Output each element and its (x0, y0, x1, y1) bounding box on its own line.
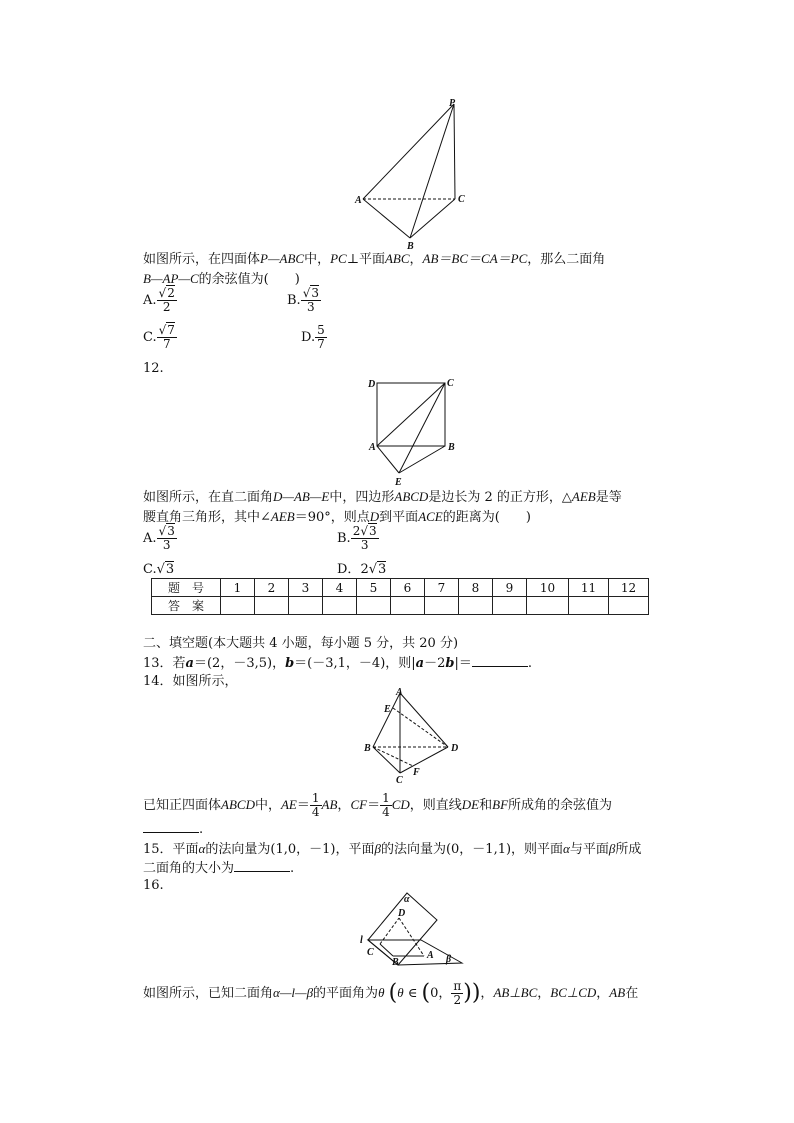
q11-option-c[interactable]: C. $\frac{√7}{7}$ (143, 323, 175, 351)
q-number-cell: 1 (221, 579, 255, 597)
q14-answer-line: . (143, 820, 203, 838)
label-F: F (413, 767, 420, 778)
q11-option-a[interactable]: A. $\frac{√2}{2}$ (143, 286, 175, 314)
q-number-cell: 7 (425, 579, 459, 597)
q-number-cell: 10 (527, 579, 569, 597)
label-C: C (396, 775, 403, 786)
q15-stem-line2: 二面角的大小为 . (143, 861, 295, 876)
label-D: D (398, 908, 406, 919)
label-D: D (368, 379, 376, 390)
label-B: B (448, 442, 455, 453)
q-number-cell: 12 (609, 579, 649, 597)
label-C: C (447, 378, 454, 389)
label-E: E (395, 477, 402, 488)
label-A: A (369, 442, 376, 453)
q11-stem-line1: 如图所示，在四面体P—ABC中，PC⊥平面ABC，AB＝BC＝CA＝PC，那么二面角 (143, 251, 606, 267)
label-E: E (384, 704, 391, 715)
q15-stem-line1: 15．平面α的法向量为(1,0，－1)，平面β的法向量为(0，－1,1)，则平面α与平面β所成 (143, 841, 642, 857)
q11-option-b[interactable]: B. $\frac{√3}{3}$ (287, 286, 319, 314)
label-A: A (355, 195, 362, 206)
label-l: l (360, 935, 363, 946)
label-D: D (451, 743, 459, 754)
q-number-cell: 3 (289, 579, 323, 597)
q12-stem-line2: 腰直角三角形，其中∠AEB＝90°，则点D到平面ACE的距离为( ) (143, 509, 531, 525)
label-B: B (364, 743, 371, 754)
q14-stem: 已知正四面体ABCD中，AE＝ $\frac{1}{4}$ AB，CF＝ $\frac{1}{4}$ CD，则直线DE和BF所成角的余弦值为 (143, 791, 613, 819)
label-P: P (449, 98, 456, 109)
q-number-cell: 5 (357, 579, 391, 597)
q-number-cell: 4 (323, 579, 357, 597)
q12-option-a[interactable]: A. $\frac{√3}{3}$ (143, 524, 175, 552)
q-number-cell: 6 (391, 579, 425, 597)
q-number-cell: 2 (255, 579, 289, 597)
q11-stem-line2: B—AP—C的余弦值为( ) (143, 271, 300, 287)
q-number-cell: 11 (569, 579, 609, 597)
q12-stem-line1: 如图所示，在直二面角D—AB—E中，四边形ABCD是边长为 2 的正方形，△AEB是等 (143, 489, 622, 505)
row-label-question-number: 题 号 (152, 579, 221, 597)
q16-number: 16. (143, 878, 164, 893)
q-number-cell: 8 (459, 579, 493, 597)
q16-stem: 如图所示，已知二面角α—l—β的平面角为θ (θ ∈ (0， $\frac{\pi}{2}$ ))，AB⊥BC，BC⊥CD，AB在 (143, 979, 639, 1007)
label-A: A (396, 687, 403, 698)
q13-stem: 13．若a＝(2，－3,5)，b＝(－3,1，－4)，则|a－2b|＝ . (143, 656, 532, 671)
q14-number: 14．如图所示， (143, 674, 238, 689)
q12-option-d[interactable]: D．2√3 (337, 562, 387, 577)
q11-option-d[interactable]: D. $\frac{5}{7}$ (301, 323, 325, 351)
label-A: A (427, 950, 434, 961)
q12-option-b[interactable]: B. $\frac{2√3}{3}$ (337, 524, 377, 552)
label-C: C (367, 947, 374, 958)
label-C: C (458, 194, 465, 205)
label-B: B (407, 241, 414, 252)
label-alpha: α (404, 894, 410, 905)
section-heading: 二、填空题(本大题共 4 小题，每小题 5 分，共 20 分) (143, 636, 459, 651)
q12-number: 12. (143, 361, 164, 376)
q12-option-c[interactable]: C.√3 (143, 562, 175, 577)
q-number-cell: 9 (493, 579, 527, 597)
label-beta: β (446, 954, 452, 965)
label-B: B (392, 957, 399, 968)
row-label-answer: 答 案 (152, 597, 221, 615)
